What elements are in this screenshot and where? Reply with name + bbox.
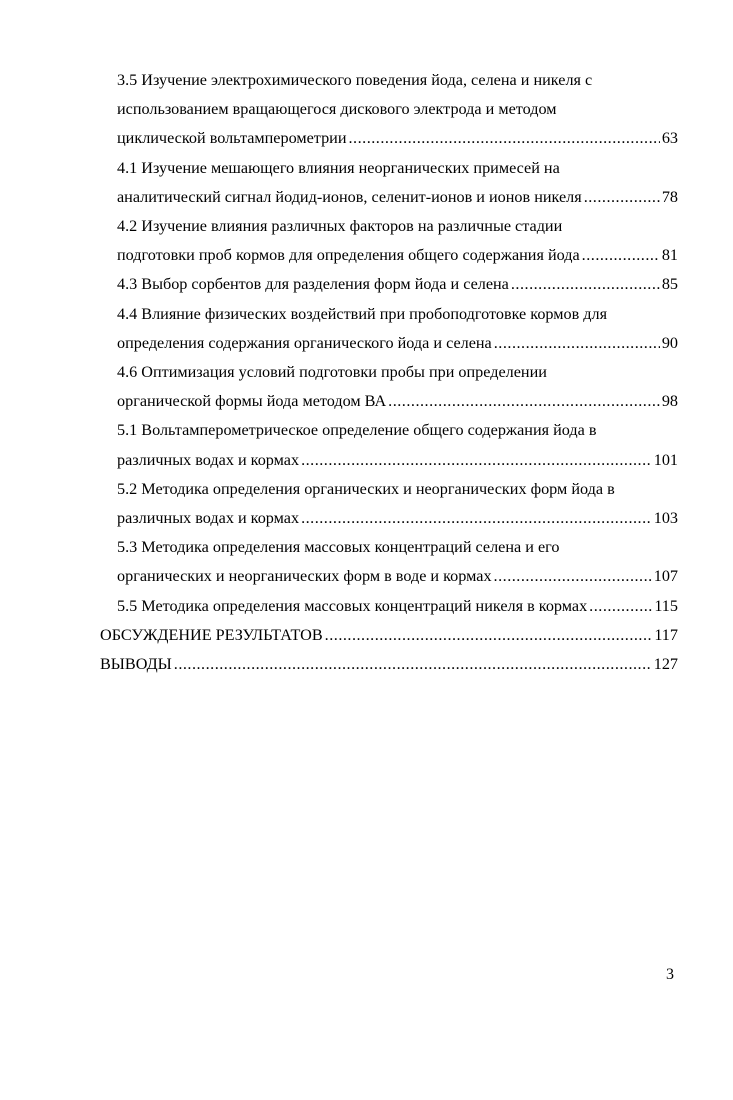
toc-page-number: 81 [661, 246, 678, 265]
toc-page-number: 117 [654, 625, 678, 644]
toc-entry [100, 475, 678, 533]
dot-leader [174, 650, 652, 679]
toc-entry-last-line [100, 621, 678, 650]
toc-entry [100, 358, 678, 416]
toc-entry-last-line [117, 241, 678, 270]
toc-entry-title: подготовки проб кормов для определения общего содержания йода [117, 246, 580, 265]
toc-entry-title: аналитический сигнал йодид-ионов, селенит-ионов и ионов никеля [117, 187, 582, 206]
toc-entry-text-line: 3.5 Изучение электрохимического поведения йода, селена и никеля с [117, 71, 593, 89]
toc-page-number: 107 [653, 567, 678, 586]
toc-entry-text-line: 4.6 Оптимизация условий подготовки пробы при определении [117, 363, 547, 382]
toc-entry-last-line [117, 183, 678, 212]
dot-leader [388, 387, 660, 416]
toc-entry [100, 621, 678, 650]
toc-entry-title: определения содержания органического йода и селена [117, 333, 492, 352]
toc-entry-last-line [117, 329, 678, 358]
toc-page-number: 78 [661, 187, 678, 206]
toc-entry-last-line [117, 504, 678, 533]
toc-entry-title: 5.5 Методика определения массовых концентраций никеля в кормах [117, 596, 588, 615]
dot-leader [584, 183, 660, 212]
dot-leader [301, 504, 652, 533]
toc-entry [100, 154, 678, 212]
toc-entry [100, 270, 678, 299]
toc-entry-title: ОБСУЖДЕНИЕ РЕЗУЛЬТАТОВ [100, 625, 323, 644]
toc-page-number: 103 [653, 509, 678, 528]
toc-page-number: 98 [661, 392, 678, 411]
toc-page-number: 85 [661, 275, 678, 294]
table-of-contents [100, 66, 678, 679]
dot-leader [325, 621, 653, 650]
dot-leader [301, 446, 652, 475]
toc-entry-text-line: 5.1 Вольтамперометрическое определение общего содержания йода в [117, 421, 597, 440]
toc-entry-text-line: 5.3 Методика определения массовых концентраций селена и его [117, 538, 560, 557]
toc-entry-title: различных водах и кормах [117, 450, 300, 469]
toc-entry-text-line: 4.1 Изучение мешающего влияния неорганических примесей на [117, 158, 560, 177]
toc-entry-title: органических и неорганических форм в воде и кормах [117, 567, 492, 586]
toc-entry-last-line [117, 592, 678, 621]
toc-entry-last-line [100, 650, 678, 679]
toc-entry-text-line: 4.4 Влияние физических воздействий при пробоподготовке кормов для [117, 304, 608, 323]
toc-entry [100, 300, 678, 358]
toc-entry-text-line: 4.2 Изучение влияния различных факторов на различные стадии [117, 217, 563, 236]
toc-entry-text-line: использованием вращающегося дискового электрода и методом [117, 100, 557, 119]
toc-entry [100, 416, 678, 474]
toc-page-number: 63 [661, 129, 678, 148]
dot-leader [589, 592, 652, 621]
toc-entry-title: различных водах и кормах [117, 509, 300, 528]
dot-leader [494, 329, 660, 358]
toc-entry-title: 4.3 Выбор сорбентов для разделения форм йода и селена [117, 275, 509, 294]
toc-page-number: 127 [653, 655, 678, 674]
toc-entry [100, 66, 678, 154]
toc-entry [100, 592, 678, 621]
toc-entry [100, 212, 678, 270]
toc-entry-title: циклической вольтамперометрии [117, 129, 347, 148]
toc-page-number: 101 [653, 450, 678, 469]
toc-page-number: 115 [654, 596, 678, 615]
page-number: 3 [666, 966, 674, 983]
toc-entry [100, 533, 678, 591]
toc-entry-last-line [117, 387, 678, 416]
toc-entry-last-line [117, 270, 678, 299]
toc-entry-title: органической формы йода методом ВА [117, 392, 387, 411]
toc-page-number: 90 [661, 333, 678, 352]
toc-entry-last-line [117, 562, 678, 591]
toc-entry-last-line [117, 124, 678, 153]
toc-entry-text-line: 5.2 Методика определения органических и неорганических форм йода в [117, 479, 615, 498]
toc-entry-title: ВЫВОДЫ [100, 655, 172, 674]
dot-leader [494, 562, 652, 591]
dot-leader [349, 124, 660, 153]
dot-leader [582, 241, 660, 270]
dot-leader [511, 270, 660, 299]
toc-entry-last-line [117, 446, 678, 475]
toc-entry [100, 650, 678, 679]
